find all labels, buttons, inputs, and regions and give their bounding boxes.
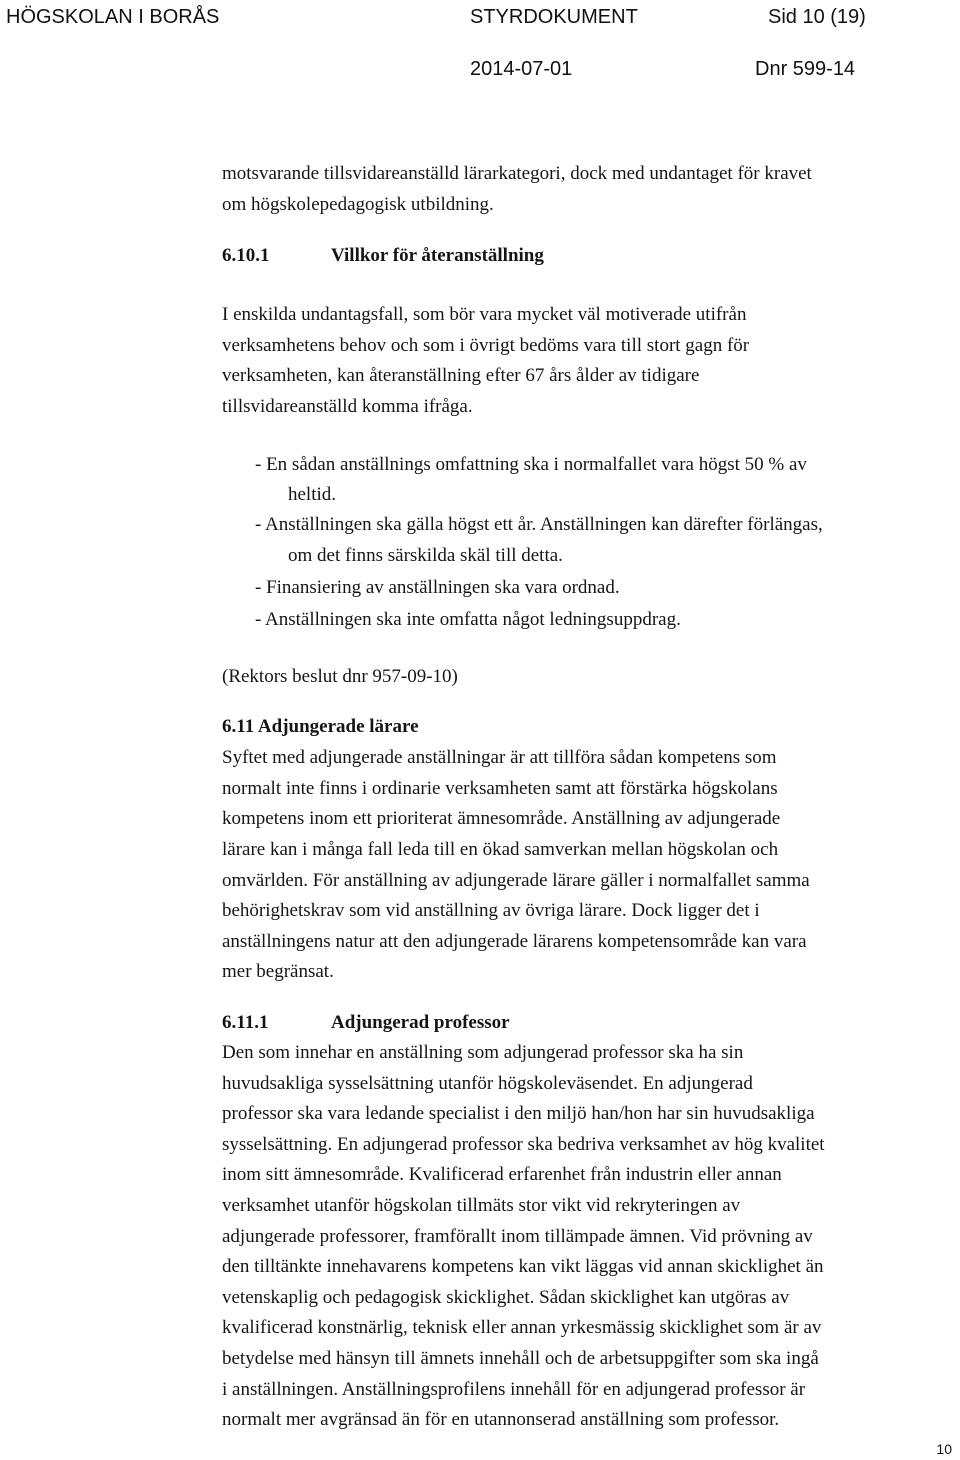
paragraph-line: huvudsakliga sysselsättning utanför högskoleväsendet. En adjungerad	[222, 1073, 753, 1094]
section-number: 6.11.1	[222, 1012, 269, 1033]
intro-line: om högskolepedagogisk utbildning.	[222, 194, 494, 215]
paragraph-line: normalt mer avgränsad än för en utannonserad anställning som professor.	[222, 1409, 780, 1430]
paragraph-line: verksamhet utanför högskolan tillmäts stor vikt vid rekryteringen av	[222, 1195, 741, 1216]
paragraph-line: Syftet med adjungerade anställningar är att tillföra sådan kompetens som	[222, 747, 777, 768]
paragraph-line: Den som innehar en anställning som adjungerad professor ska ha sin	[222, 1042, 744, 1063]
header-org: HÖGSKOLAN I BORÅS	[6, 6, 220, 28]
paragraph-line: I enskilda undantagsfall, som bör vara mycket väl motiverade utifrån	[222, 304, 747, 325]
section-title: Villkor för återanställning	[331, 245, 544, 266]
paragraph-line: lärare kan i många fall leda till en ökad samverkan mellan högskolan och	[222, 839, 779, 860]
header-doc-type: STYRDOKUMENT	[470, 6, 638, 28]
paragraph-line: verksamheten, kan återanställning efter 67 års ålder av tidigare	[222, 365, 700, 386]
paragraph-line: verksamhetens behov och som i övrigt bedöms vara till stort gagn för	[222, 335, 750, 356]
header-dnr: Dnr 599-14	[755, 58, 856, 80]
paragraph-line: den tilltänkte innehavarens kompetens kan vikt läggas vid annan skicklighet än	[222, 1256, 824, 1277]
paragraph-line: inom sitt ämnesområde. Kvalificerad erfarenhet från industrin eller annan	[222, 1164, 782, 1185]
decision-reference: (Rektors beslut dnr 957-09-10)	[222, 666, 458, 687]
paragraph-line: anställningens natur att den adjungerade lärarens kompetensområde kan vara	[222, 931, 807, 952]
page-number: 10	[936, 1441, 952, 1457]
paragraph-line: mer begränsat.	[222, 961, 334, 982]
bullet-item: - Anställningen ska inte omfatta något ledningsuppdrag.	[255, 609, 681, 630]
paragraph-line: adjungerade professorer, framförallt inom tillämpade ämnen. Vid prövning av	[222, 1226, 813, 1247]
paragraph-line: omvärlden. För anställning av adjungerade lärare gäller i normalfallet samma	[222, 870, 810, 891]
paragraph-line: behörighetskrav som vid anställning av övriga lärare. Dock ligger det i	[222, 900, 760, 921]
paragraph-line: i anställningen. Anställningsprofilens innehåll för en adjungerad professor är	[222, 1379, 806, 1400]
section-title: Adjungerad professor	[331, 1012, 510, 1033]
bullet-item-cont: heltid.	[288, 484, 337, 505]
paragraph-line: vetenskaplig och pedagogisk skicklighet. Sådan skicklighet kan utgöras av	[222, 1287, 790, 1308]
paragraph-line: normalt inte finns i ordinarie verksamheten samt att förstärka högskolans	[222, 778, 778, 799]
section-heading: 6.11 Adjungerade lärare	[222, 716, 419, 737]
paragraph-line: kvalificerad konstnärlig, teknisk eller annan yrkesmässig skicklighet som är av	[222, 1317, 822, 1338]
section-number: 6.10.1	[222, 245, 270, 266]
paragraph-line: tillsvidareanställd komma ifråga.	[222, 396, 473, 417]
paragraph-line: sysselsättning. En adjungerad professor ska bedriva verksamhet av hög kvalitet	[222, 1134, 825, 1155]
bullet-item-cont: om det finns särskilda skäl till detta.	[288, 545, 563, 566]
bullet-item: - Finansiering av anställningen ska vara ordnad.	[255, 577, 620, 598]
paragraph-line: professor ska vara ledande specialist i den miljö han/hon har sin huvudsakliga	[222, 1103, 815, 1124]
bullet-item: - En sådan anställnings omfattning ska i normalfallet vara högst 50 % av	[255, 454, 807, 475]
header-date: 2014-07-01	[470, 58, 573, 80]
header-page: Sid 10 (19)	[768, 6, 866, 28]
bullet-item: - Anställningen ska gälla högst ett år. Anställningen kan därefter förlängas,	[255, 514, 823, 535]
paragraph-line: betydelse med hänsyn till ämnets innehåll och de arbetsuppgifter som ska ingå	[222, 1348, 819, 1369]
paragraph-line: kompetens inom ett prioriterat ämnesområde. Anställning av adjungerade	[222, 808, 781, 829]
intro-line: motsvarande tillsvidareanställd lärarkategori, dock med undantaget för kravet	[222, 163, 812, 184]
